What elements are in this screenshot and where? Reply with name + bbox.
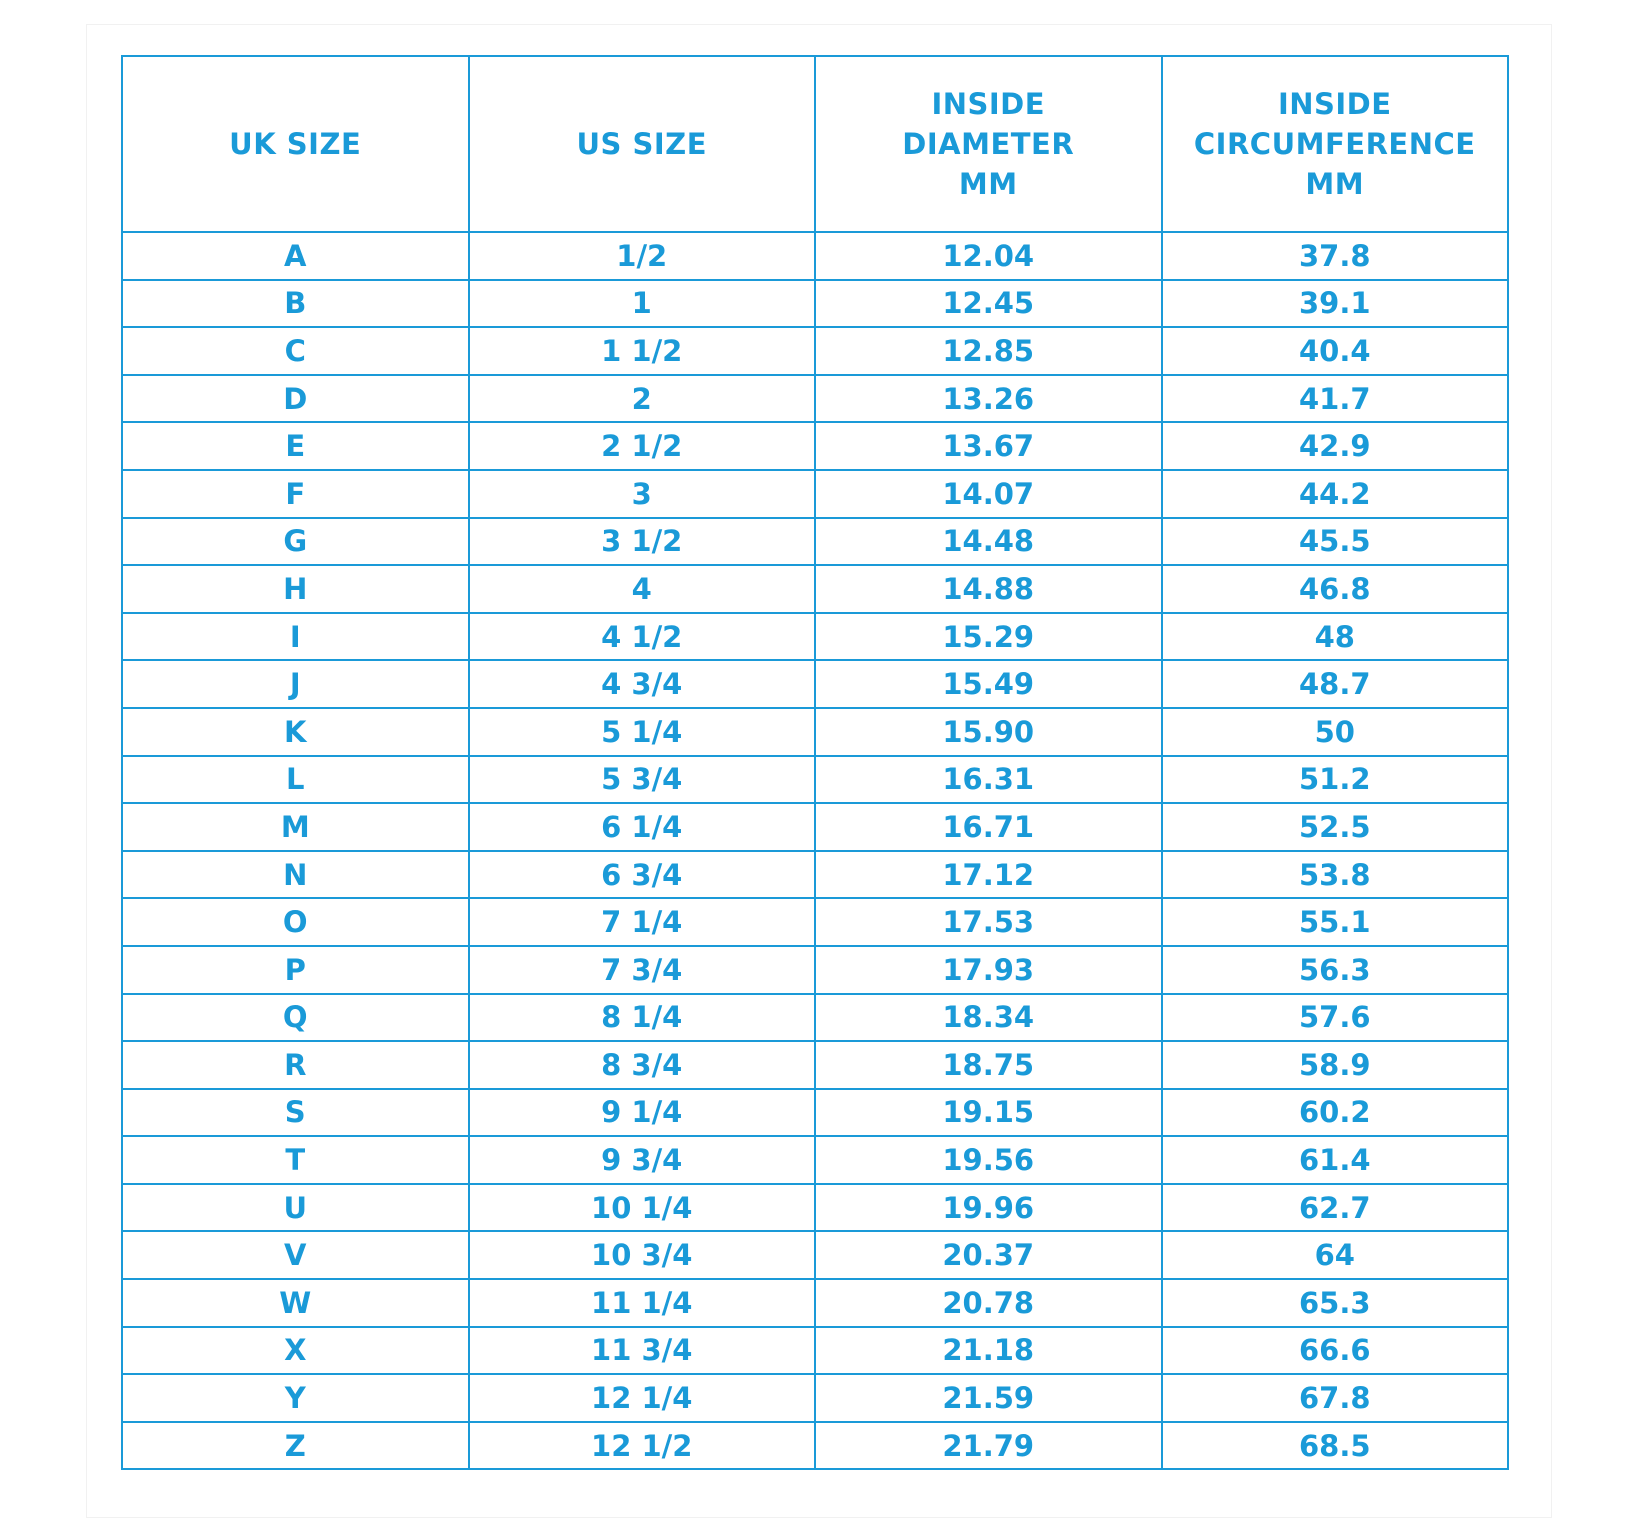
cell-inside-diameter-mm: 19.56 [815, 1136, 1162, 1184]
cell-us-size: 2 1/2 [469, 422, 816, 470]
cell-inside-diameter-mm: 13.67 [815, 422, 1162, 470]
cell-uk-size: R [122, 1041, 469, 1089]
cell-inside-diameter-mm: 14.88 [815, 565, 1162, 613]
cell-inside-circumference-mm: 50 [1162, 708, 1509, 756]
table-row [122, 1279, 1508, 1327]
cell-inside-circumference-mm: 48 [1162, 613, 1509, 661]
column-header-line: US SIZE [576, 127, 708, 161]
table-row [122, 422, 1508, 470]
cell-uk-size: E [122, 422, 469, 470]
table-row [122, 1041, 1508, 1089]
cell-inside-diameter-mm: 17.93 [815, 946, 1162, 994]
table-row [122, 1422, 1508, 1470]
cell-inside-diameter-mm: 19.96 [815, 1184, 1162, 1232]
cell-us-size: 6 3/4 [469, 851, 816, 899]
table-row [122, 613, 1508, 661]
cell-uk-size: J [122, 660, 469, 708]
cell-uk-size: H [122, 565, 469, 613]
cell-uk-size: G [122, 518, 469, 566]
cell-uk-size: Q [122, 994, 469, 1042]
cell-inside-circumference-mm: 62.7 [1162, 1184, 1509, 1232]
column-header-line: MM [1305, 167, 1365, 201]
ring-size-table [121, 55, 1509, 1470]
cell-inside-diameter-mm: 19.15 [815, 1089, 1162, 1137]
table-row [122, 994, 1508, 1042]
cell-inside-diameter-mm: 12.85 [815, 327, 1162, 375]
cell-inside-circumference-mm: 58.9 [1162, 1041, 1509, 1089]
cell-inside-circumference-mm: 41.7 [1162, 375, 1509, 423]
cell-inside-circumference-mm: 51.2 [1162, 756, 1509, 804]
cell-uk-size: L [122, 756, 469, 804]
column-header-line: DIAMETER [902, 127, 1075, 161]
table-row [122, 708, 1508, 756]
cell-uk-size: Z [122, 1422, 469, 1470]
cell-uk-size: C [122, 327, 469, 375]
cell-us-size: 8 1/4 [469, 994, 816, 1042]
cell-inside-circumference-mm: 57.6 [1162, 994, 1509, 1042]
cell-uk-size: B [122, 280, 469, 328]
table-row [122, 375, 1508, 423]
cell-inside-diameter-mm: 20.37 [815, 1231, 1162, 1279]
table-row [122, 898, 1508, 946]
cell-uk-size: O [122, 898, 469, 946]
table-row [122, 232, 1508, 280]
cell-inside-diameter-mm: 20.78 [815, 1279, 1162, 1327]
cell-inside-diameter-mm: 12.45 [815, 280, 1162, 328]
cell-inside-circumference-mm: 65.3 [1162, 1279, 1509, 1327]
cell-inside-circumference-mm: 61.4 [1162, 1136, 1509, 1184]
cell-uk-size: N [122, 851, 469, 899]
cell-inside-circumference-mm: 60.2 [1162, 1089, 1509, 1137]
cell-inside-circumference-mm: 44.2 [1162, 470, 1509, 518]
cell-inside-circumference-mm: 40.4 [1162, 327, 1509, 375]
table-row [122, 1184, 1508, 1232]
column-header-line: CIRCUMFERENCE [1193, 127, 1476, 161]
table-row [122, 280, 1508, 328]
table-row [122, 1327, 1508, 1375]
column-header-line: INSIDE [1277, 87, 1392, 121]
cell-inside-diameter-mm: 18.75 [815, 1041, 1162, 1089]
cell-inside-diameter-mm: 21.79 [815, 1422, 1162, 1470]
column-header-line: INSIDE [931, 87, 1046, 121]
cell-uk-size: V [122, 1231, 469, 1279]
cell-inside-diameter-mm: 13.26 [815, 375, 1162, 423]
column-header-line: UK SIZE [229, 127, 362, 161]
cell-inside-diameter-mm: 16.71 [815, 803, 1162, 851]
cell-uk-size: S [122, 1089, 469, 1137]
cell-inside-diameter-mm: 14.07 [815, 470, 1162, 518]
cell-inside-diameter-mm: 17.12 [815, 851, 1162, 899]
cell-inside-circumference-mm: 53.8 [1162, 851, 1509, 899]
cell-us-size: 9 3/4 [469, 1136, 816, 1184]
cell-uk-size: F [122, 470, 469, 518]
cell-uk-size: X [122, 1327, 469, 1375]
cell-inside-circumference-mm: 46.8 [1162, 565, 1509, 613]
table-row [122, 756, 1508, 804]
cell-inside-circumference-mm: 48.7 [1162, 660, 1509, 708]
cell-uk-size: A [122, 232, 469, 280]
column-header-line: MM [958, 167, 1018, 201]
cell-inside-circumference-mm: 64 [1162, 1231, 1509, 1279]
column-header-inside-diameter-mm [815, 56, 1162, 232]
cell-us-size: 1 [469, 280, 816, 328]
column-header-uk-size [122, 56, 469, 232]
table-row [122, 565, 1508, 613]
cell-inside-diameter-mm: 18.34 [815, 994, 1162, 1042]
table-row [122, 660, 1508, 708]
cell-inside-diameter-mm: 12.04 [815, 232, 1162, 280]
cell-us-size: 5 3/4 [469, 756, 816, 804]
cell-us-size: 9 1/4 [469, 1089, 816, 1137]
cell-inside-diameter-mm: 16.31 [815, 756, 1162, 804]
cell-inside-diameter-mm: 15.29 [815, 613, 1162, 661]
table-row [122, 803, 1508, 851]
cell-us-size: 12 1/4 [469, 1374, 816, 1422]
cell-us-size: 11 1/4 [469, 1279, 816, 1327]
table-row [122, 518, 1508, 566]
cell-uk-size: U [122, 1184, 469, 1232]
column-header-us-size [469, 56, 816, 232]
cell-inside-circumference-mm: 42.9 [1162, 422, 1509, 470]
table-row [122, 1136, 1508, 1184]
table-body [122, 232, 1508, 1469]
cell-inside-circumference-mm: 55.1 [1162, 898, 1509, 946]
cell-us-size: 1 1/2 [469, 327, 816, 375]
cell-us-size: 10 1/4 [469, 1184, 816, 1232]
cell-uk-size: Y [122, 1374, 469, 1422]
cell-inside-diameter-mm: 14.48 [815, 518, 1162, 566]
cell-inside-diameter-mm: 15.49 [815, 660, 1162, 708]
cell-inside-circumference-mm: 66.6 [1162, 1327, 1509, 1375]
cell-us-size: 7 3/4 [469, 946, 816, 994]
column-header-inside-circumference-mm [1162, 56, 1509, 232]
cell-us-size: 3 [469, 470, 816, 518]
cell-us-size: 6 1/4 [469, 803, 816, 851]
cell-uk-size: W [122, 1279, 469, 1327]
cell-us-size: 7 1/4 [469, 898, 816, 946]
table-row [122, 946, 1508, 994]
cell-us-size: 1/2 [469, 232, 816, 280]
cell-inside-circumference-mm: 45.5 [1162, 518, 1509, 566]
cell-us-size: 4 [469, 565, 816, 613]
cell-us-size: 5 1/4 [469, 708, 816, 756]
table-row [122, 1231, 1508, 1279]
table-row [122, 1089, 1508, 1137]
table-row [122, 851, 1508, 899]
table-row [122, 1374, 1508, 1422]
cell-us-size: 11 3/4 [469, 1327, 816, 1375]
header-row [122, 56, 1508, 232]
cell-uk-size: D [122, 375, 469, 423]
cell-inside-circumference-mm: 56.3 [1162, 946, 1509, 994]
cell-us-size: 4 3/4 [469, 660, 816, 708]
cell-us-size: 12 1/2 [469, 1422, 816, 1470]
cell-us-size: 3 1/2 [469, 518, 816, 566]
cell-us-size: 2 [469, 375, 816, 423]
cell-inside-diameter-mm: 15.90 [815, 708, 1162, 756]
cell-inside-circumference-mm: 52.5 [1162, 803, 1509, 851]
cell-inside-circumference-mm: 37.8 [1162, 232, 1509, 280]
cell-uk-size: M [122, 803, 469, 851]
cell-inside-circumference-mm: 67.8 [1162, 1374, 1509, 1422]
cell-us-size: 10 3/4 [469, 1231, 816, 1279]
cell-uk-size: I [122, 613, 469, 661]
table-header [122, 56, 1508, 232]
cell-uk-size: P [122, 946, 469, 994]
table-row [122, 470, 1508, 518]
cell-uk-size: K [122, 708, 469, 756]
cell-inside-circumference-mm: 39.1 [1162, 280, 1509, 328]
table-row [122, 327, 1508, 375]
cell-inside-diameter-mm: 21.18 [815, 1327, 1162, 1375]
cell-uk-size: T [122, 1136, 469, 1184]
cell-inside-diameter-mm: 17.53 [815, 898, 1162, 946]
cell-us-size: 4 1/2 [469, 613, 816, 661]
cell-inside-circumference-mm: 68.5 [1162, 1422, 1509, 1470]
cell-us-size: 8 3/4 [469, 1041, 816, 1089]
cell-inside-diameter-mm: 21.59 [815, 1374, 1162, 1422]
